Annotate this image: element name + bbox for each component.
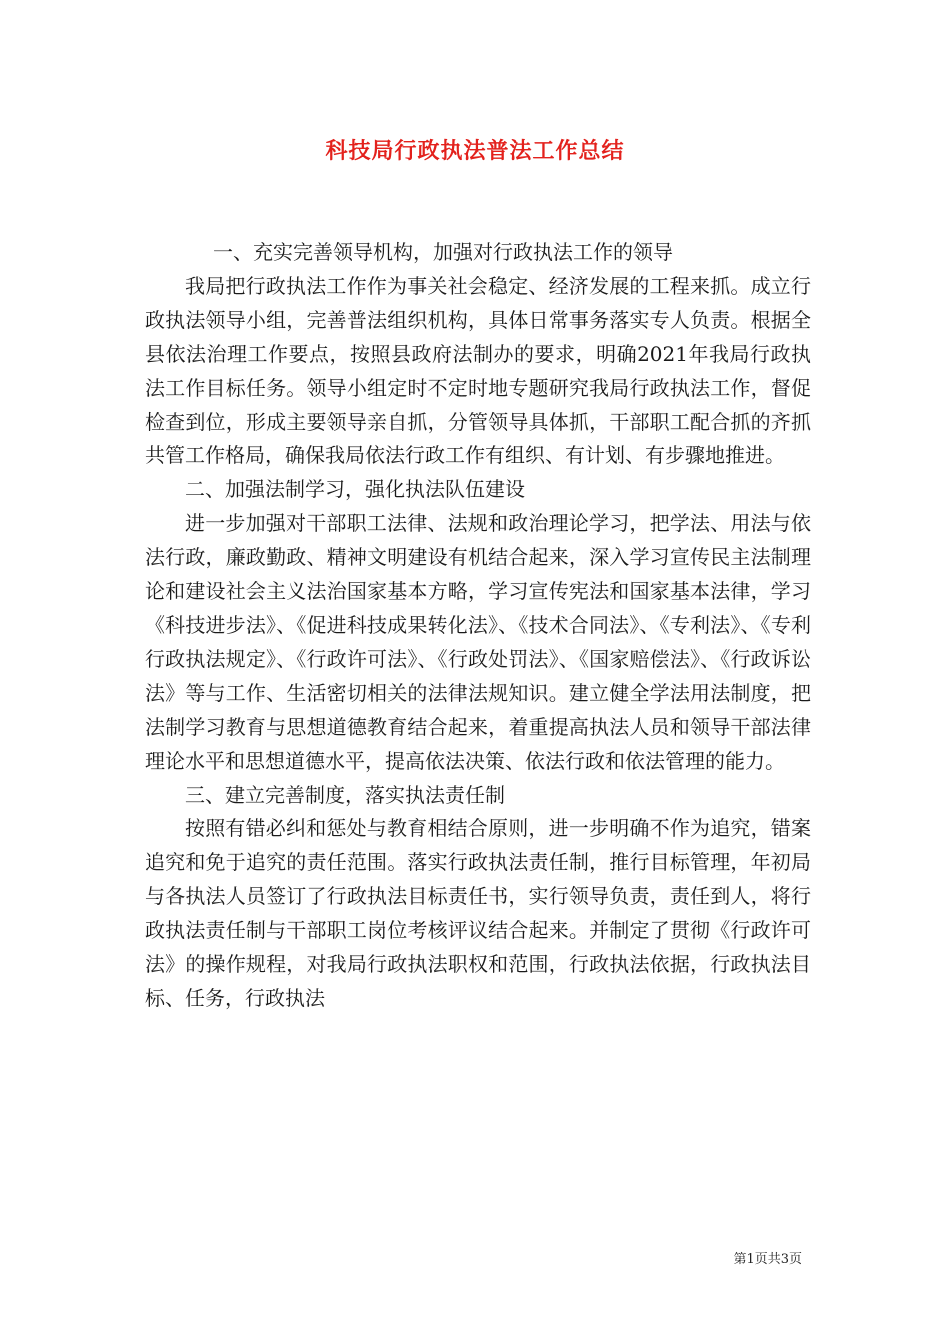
section-heading-2: 二、加强法制学习，强化执法队伍建设 [185, 477, 525, 502]
body-paragraph-2: 进一步加强对干部职工法律、法规和政治理论学习，把学法、用法与依法行政，廉政勤政、精神文明建设有机结合起来，深入学习宣传民主法制理论和建设社会主义法治国家基本方略，学习宣传宪法和国家基本法律，学习《科技进步法》、《促进科技成果转化法》、《技术合同法》、《专利法》、《专利行政执法规定》、《行政许可法》、《行政处罚法》、《国家赔偿法》、《行政诉讼法》等与工作、生活密切相关的法律法规知识。建立健全学法用法制度，把法制学习教育与思想道德教育结合起来，着重提高执法人员和领导干部法律理论水平和思想道德水平，提高依法决策、依法行政和依法管理的能力。 [145, 511, 811, 773]
page-number: 第1页共3页 [733, 1252, 802, 1267]
section-heading-1: 一、充实完善领导机构，加强对行政执法工作的领导 [213, 240, 673, 264]
body-paragraph-3: 按照有错必纠和惩处与教育相结合原则，进一步明确不作为追究，错案追究和免于追究的责任范围。落实行政执法责任制，推行目标管理，年初局与各执法人员签订了行政执法目标责任书，实行领导负责，责任到人，将行政执法责任制与干部职工岗位考核评议结合起来。并制定了贯彻《行政许可法》的操作规程，对我局行政执法职权和范围，行政执法依据，行政执法目标、任务，行政执法 [145, 816, 811, 1010]
document-title: 科技局行政执法普法工作总结 [325, 139, 625, 164]
section-heading-3: 三、建立完善制度，落实执法责任制 [185, 782, 505, 807]
body-paragraph-1: 我局把行政执法工作作为事关社会稳定、经济发展的工程来抓。成立行政执法领导小组，完善普法组织机构，具体日常事务落实专人负责。根据全县依法治理工作要点，按照县政府法制办的要求，明确2021年我局行政执法工作目标任务。领导小组定时不定时地专题研究我局行政执法工作，督促检查到位，形成主要领导亲自抓，分管领导具体抓，干部职工配合抓的齐抓共管工作格局，确保我局依法行政工作有组织、有计划、有步骤地推进。 [145, 273, 811, 468]
document-body [145, 236, 811, 1016]
